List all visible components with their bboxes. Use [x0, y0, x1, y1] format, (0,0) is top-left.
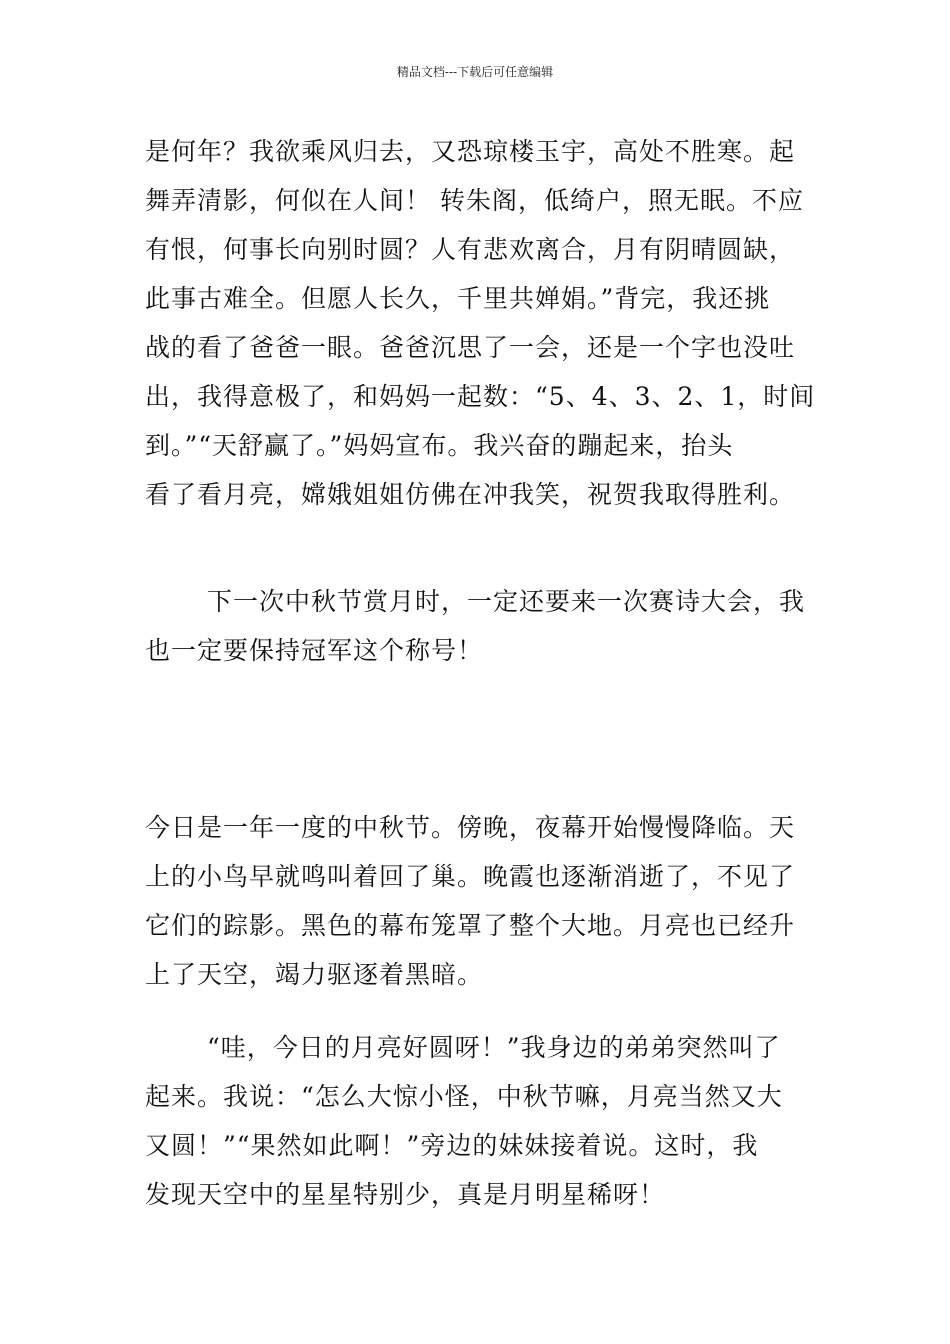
text-line: 今日是一年一度的中秋节。傍晚，夜幕开始慢慢降临。天: [145, 813, 796, 842]
paragraph: [145, 1023, 810, 1219]
text-line: 也一定要保持冠军这个称号！: [145, 636, 484, 665]
text-line: 发现天空中的星星特别少，真是月明星稀呀！: [145, 1180, 666, 1209]
text-line: 舞弄清影，何似在人间！ 转朱阁，低绮户，照无眠。不应: [145, 186, 804, 215]
text-line: 起来。我说：“怎么大惊小怪，中秋节嘛，月亮当然又大: [145, 1082, 783, 1111]
text-line: 下一次中秋节赏月时，一定还要来一次赛诗大会，我: [207, 587, 806, 616]
text-line: 出，我得意极了，和妈妈一起数：“5、4、3、2、1，时间: [145, 382, 816, 411]
text-line: 此事古难全。但愿人长久，千里共婵娟。”背完，我还挑: [145, 284, 771, 313]
text-line: 它们的踪影。黑色的幕布笼罩了整个大地。月亮也已经升: [145, 911, 796, 940]
text-line: 是何年？我欲乘风归去，又恐琼楼玉宇，高处不胜寒。起: [145, 137, 796, 166]
text-line: 又圆！”“果然如此啊！”旁边的妹妹接着说。这时，我: [145, 1131, 759, 1160]
text-line: 战的看了爸爸一眼。爸爸沉思了一会，还是一个字也没吐: [145, 333, 796, 362]
text-line: 有恨，何事长向别时圆？人有悲欢离合，月有阴晴圆缺，: [145, 235, 796, 264]
text-line: 上了天空，竭力驱逐着黑暗。: [145, 960, 484, 989]
text-line: 上的小鸟早就鸣叫着回了巢。晚霞也逐渐消逝了，不见了: [145, 862, 796, 891]
text-line: “哇，今日的月亮好圆呀！”我身边的弟弟突然叫了: [207, 1033, 781, 1062]
paragraph: [145, 127, 816, 519]
paragraph: [145, 577, 810, 675]
paragraph: [145, 803, 810, 999]
text-line: 到。”“天舒赢了。”妈妈宣布。我兴奋的蹦起来，抬头: [145, 431, 734, 460]
page-header: 精品文档---下载后可任意编辑: [396, 65, 554, 79]
text-line: 看了看月亮，嫦娥姐姐仿佛在冲我笑，祝贺我取得胜利。: [145, 480, 796, 509]
